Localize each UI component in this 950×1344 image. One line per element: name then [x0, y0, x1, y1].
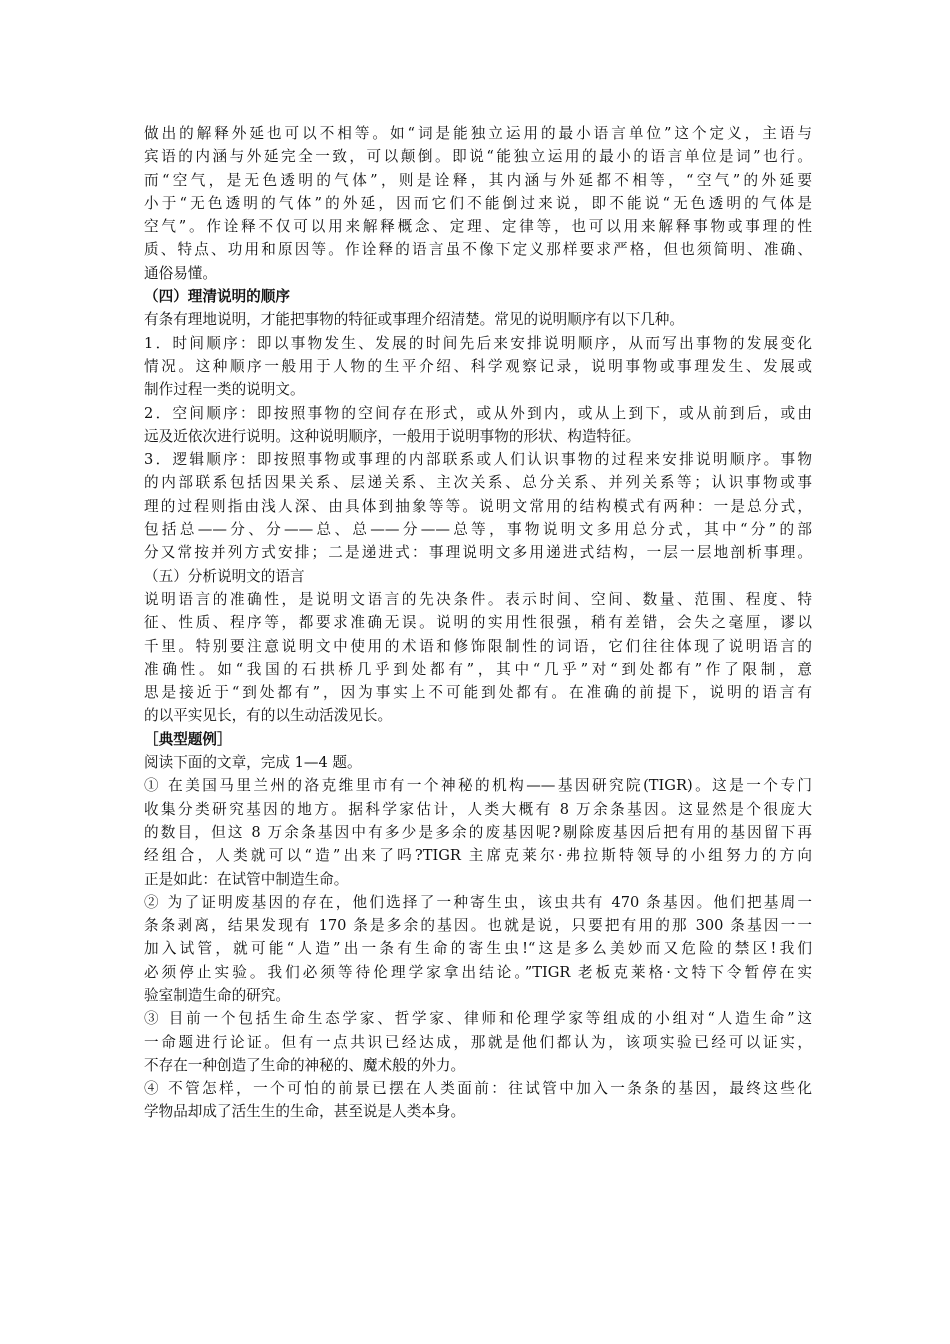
document-body — [144, 122, 812, 1124]
text-line: 制作过程一类的说明文。 — [144, 381, 305, 399]
text-line: 的内部联系包括因果关系、层递关系、主次关系、总分关系、并列关系等；认识事物或事 — [144, 474, 812, 492]
text-line: ① 在美国马里兰州的洛克维里市有一个神秘的机构——基因研究院(TIGR)。这是一个专门 — [144, 777, 812, 795]
text-line: 情况。这种顺序一般用于人物的生平介绍、科学观察记录，说明事物或事理发生、发展或 — [144, 357, 812, 375]
text-line: 千里。特别要注意说明文中使用的术语和修饰限制性的词语，它们往往体现了说明语言的 — [144, 637, 812, 655]
text-line: （五）分析说明文的语言 — [144, 567, 305, 585]
text-line: ③ 目前一个包括生命生态学家、哲学家、律师和伦理学家等组成的小组对“人造生命”这 — [144, 1010, 812, 1028]
text-line: 空气”。作诠释不仅可以用来解释概念、定理、定律等，也可以用来解释事物或事理的性 — [144, 218, 812, 236]
text-line: 1．时间顺序：即以事物发生、发展的时间先后来安排说明顺序，从而写出事物的发展变化 — [144, 334, 812, 352]
text-line: 3．逻辑顺序：即按照事物或事理的内部联系或人们认识事物的过程来安排说明顺序。事物 — [144, 451, 812, 469]
text-line: 收集分类研究基因的地方。据科学家估计，人类大概有 8 万余条基因。这显然是个很庞大 — [144, 800, 812, 818]
section-heading: ［典型题例］ — [144, 730, 232, 748]
text-line: 有条有理地说明，才能把事物的特征或事理介绍清楚。常见的说明顺序有以下几种。 — [144, 311, 684, 329]
text-line: 条条剥离，结果发现有 170 条是多余的基因。也就是说，只要把有用的那 300 条基因一一 — [144, 917, 812, 935]
text-line: 一命题进行论证。但有一点共识已经达成，那就是他们都认为，该项实验已经可以证实， — [144, 1033, 812, 1051]
section-heading: （四）理清说明的顺序 — [144, 288, 290, 306]
text-line: 加入试管，就可能“人造”出一条有生命的寄生虫!“这是多么美妙而又危险的禁区!我们 — [144, 940, 812, 958]
text-line: 准确性。如“我国的石拱桥几乎到处都有”，其中“几乎”对“到处都有”作了限制，意 — [144, 660, 812, 678]
text-line: 说明语言的准确性，是说明文语言的先决条件。表示时间、空间、数量、范围、程度、特 — [144, 590, 812, 608]
text-line: 质、特点、功用和原因等。作诠释的语言虽不像下定义那样要求严格，但也须简明、准确、 — [144, 241, 812, 259]
text-line: 经组合，人类就可以“造”出来了吗?TIGR 主席克莱尔·弗拉斯特领导的小组努力的方向 — [144, 847, 812, 865]
text-line: 验室制造生命的研究。 — [144, 986, 290, 1004]
text-line: 通俗易懂。 — [144, 264, 217, 282]
text-line: 远及近依次进行说明。这种说明顺序，一般用于说明事物的形状、构造特征。 — [144, 427, 641, 445]
text-line: 学物品却成了活生生的生命，甚至说是人类本身。 — [144, 1103, 466, 1121]
text-line: 理的过程则指由浅人深、由具体到抽象等等。说明文常用的结构模式有两种：一是总分式， — [144, 497, 812, 515]
text-line: 的以平实见长，有的以生动活泼见长。 — [144, 707, 393, 725]
text-line: 思是接近于“到处都有”，因为事实上不可能到处都有。在准确的前提下，说明的语言有 — [144, 684, 812, 702]
text-line: 的数目，但这 8 万余条基因中有多少是多余的废基因呢?剔除废基因后把有用的基因留下再 — [144, 823, 812, 841]
text-line: 包括总——分、分——总、总——分——总等，事物说明文多用总分式，其中“分”的部 — [144, 521, 812, 539]
text-line: 分又常按并列方式安排；二是递进式：事理说明文多用递进式结构，一层一层地剖析事理。 — [144, 544, 812, 562]
text-line: ④ 不管怎样，一个可怕的前景已摆在人类面前：往试管中加入一条条的基因，最终这些化 — [144, 1080, 812, 1098]
text-line: ② 为了证明废基因的存在，他们选择了一种寄生虫，该虫共有 470 条基因。他们把基周一 — [144, 893, 812, 911]
text-line: 正是如此：在试管中制造生命。 — [144, 870, 349, 888]
text-line: 而“空气，是无色透明的气体”，则是诠释，其内涵与外延都不相等，“空气”的外延要 — [144, 171, 812, 189]
text-line: 不存在一种创造了生命的神秘的、魔术般的外力。 — [144, 1056, 466, 1074]
text-line: 做出的解释外延也可以不相等。如“词是能独立运用的最小语言单位”这个定义，主语与 — [144, 125, 812, 142]
text-line: 宾语的内涵与外延完全一致，可以颠倒。即说“能独立运用的最小的语言单位是词”也行。 — [144, 148, 812, 166]
text-line: 阅读下面的文章，完成 1—4 题。 — [144, 754, 362, 772]
text-line: 小于“无色透明的气体”的外延，因而它们不能倒过来说，即不能说“无色透明的气体是 — [144, 194, 812, 212]
text-line: 必须停止实验。我们必须等待伦理学家拿出结论。”TIGR 老板克莱格·文特下令暂停在实 — [144, 963, 812, 981]
text-line: 征、性质、程序等，都要求准确无误。说明的实用性很强，稍有差错，会失之毫厘，谬以 — [144, 614, 812, 632]
text-line: 2．空间顺序：即按照事物的空间存在形式，或从外到内，或从上到下，或从前到后，或由 — [144, 404, 812, 422]
